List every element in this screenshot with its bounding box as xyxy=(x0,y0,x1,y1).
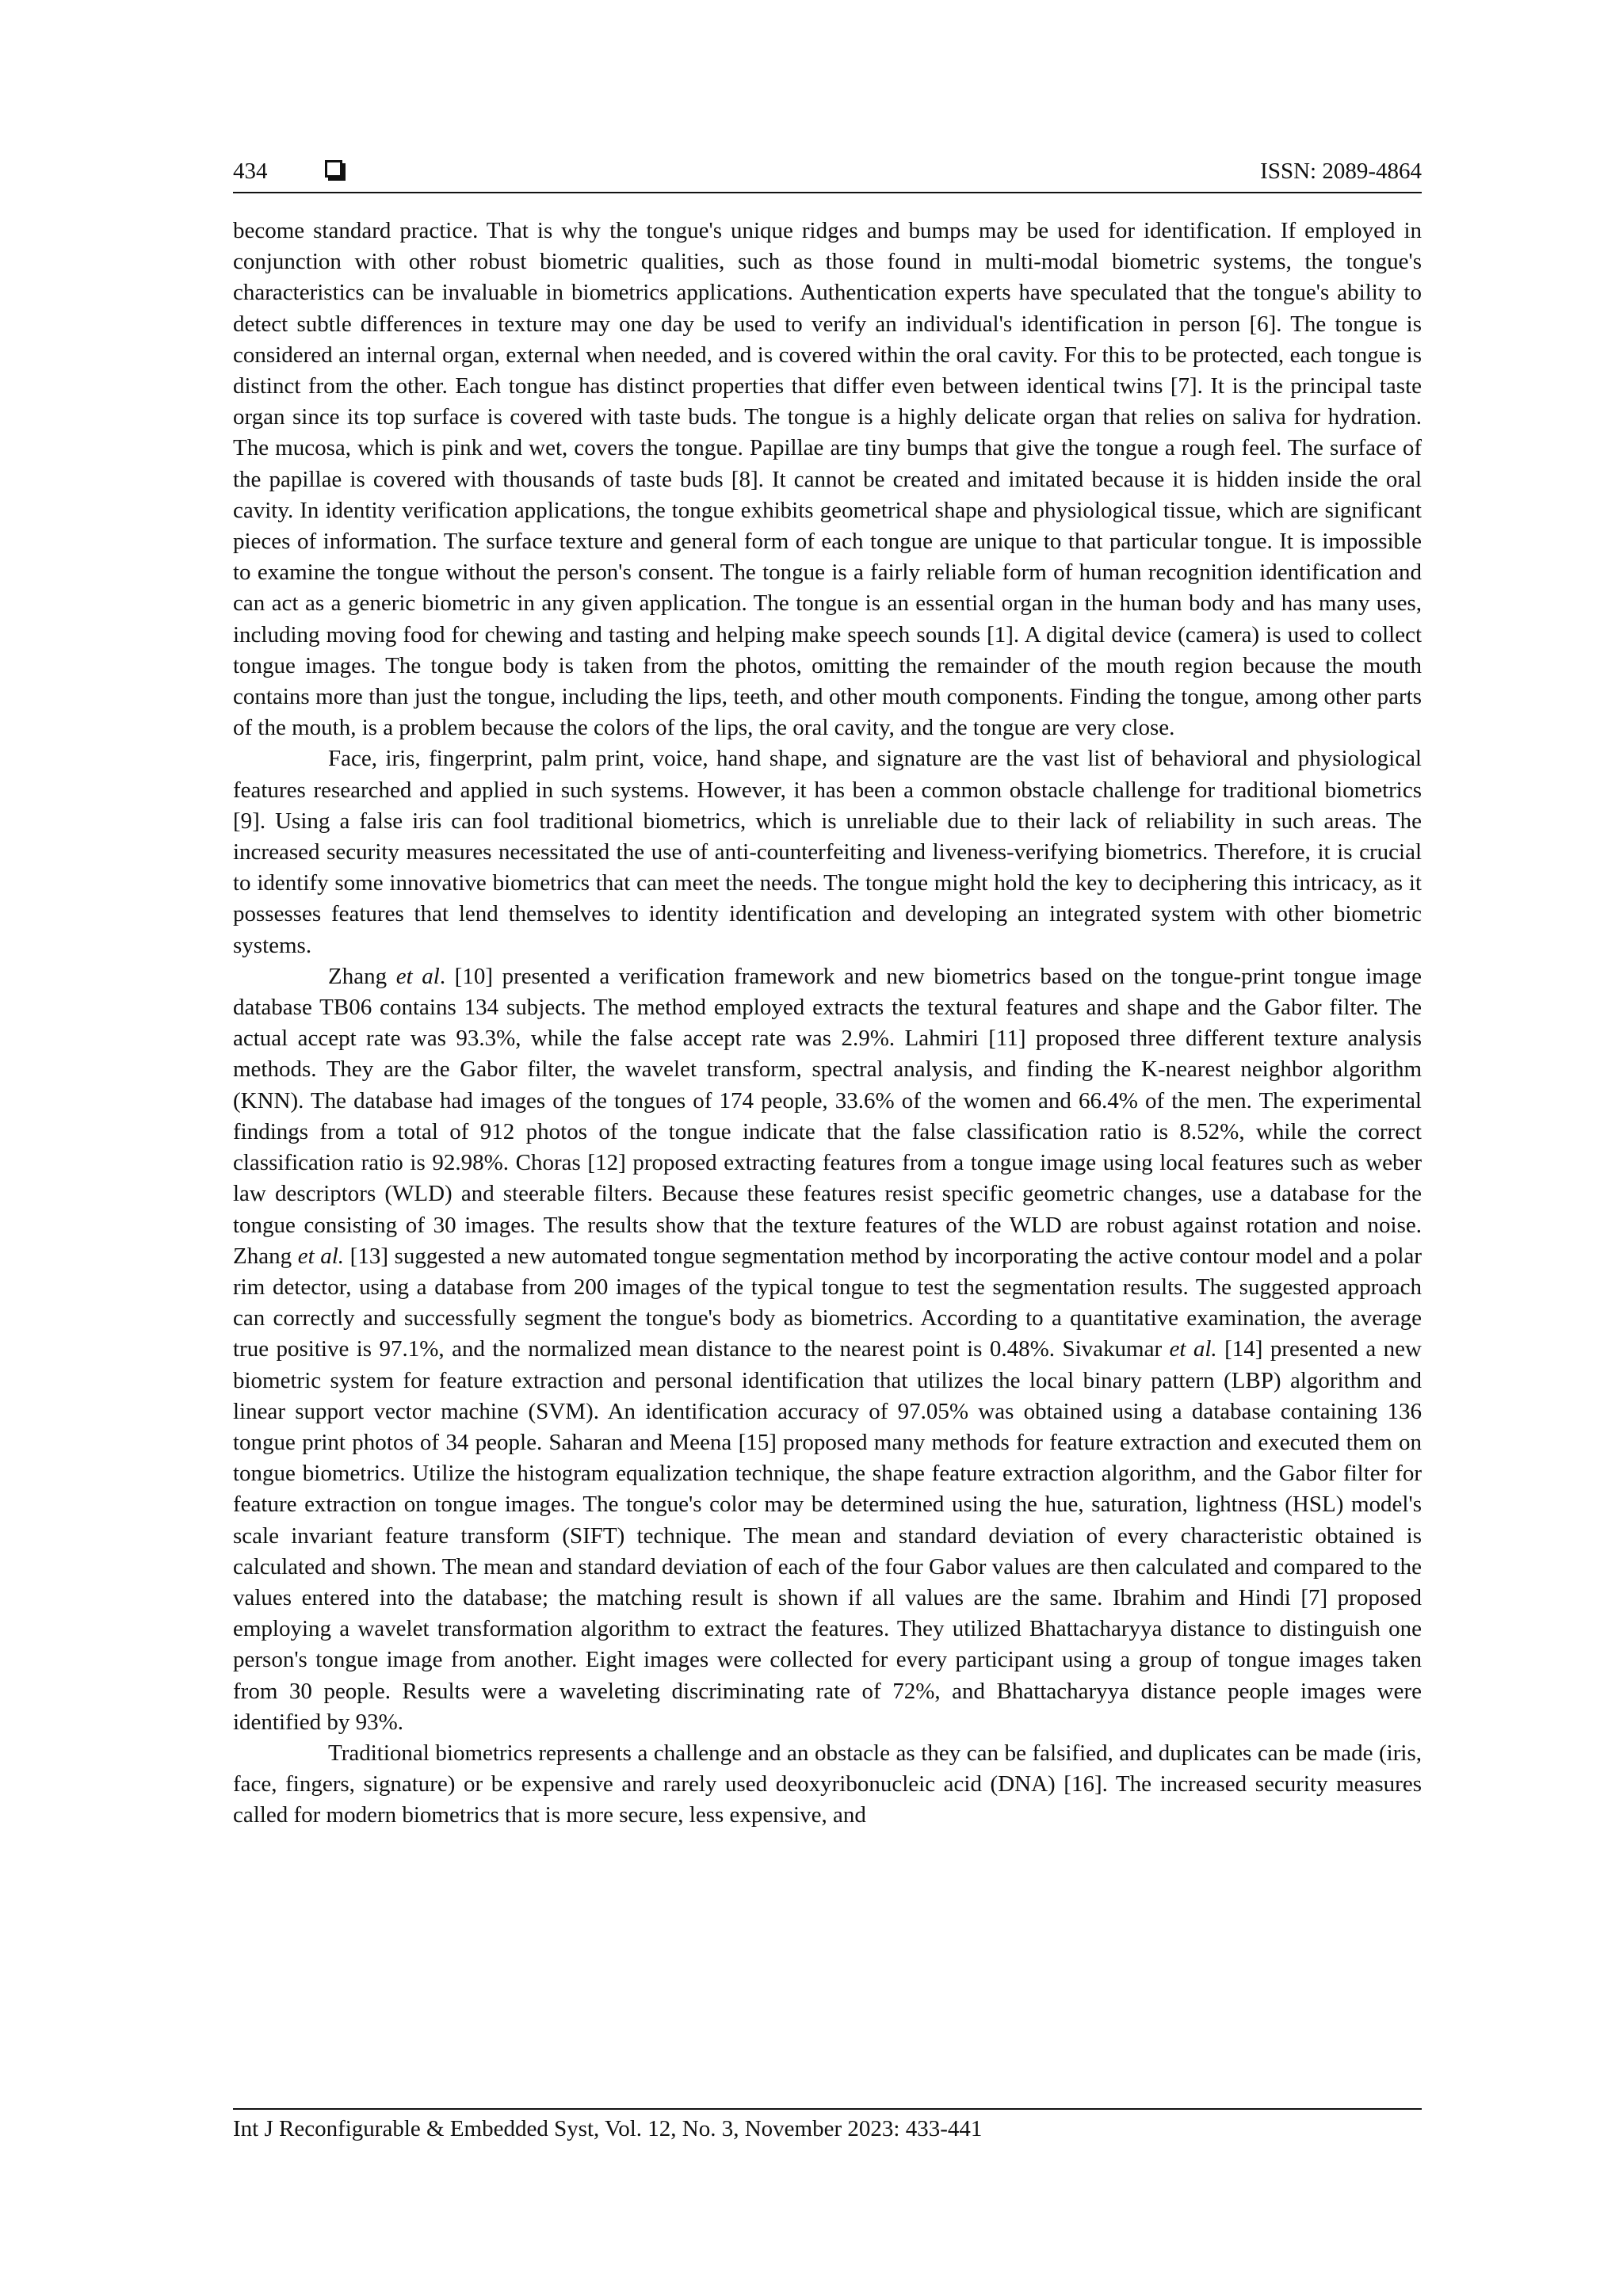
issn-label: ISSN: 2089-4864 xyxy=(1260,159,1422,184)
paragraph-text: . [10] presented a verification framework and new biometrics based on the tongue-print tongue image database TB06 contains 134 subjects. The method employed extracts the textural features and shape and the Gabor filter. The actual accept rate was 93.3%, while the false accept rate was 2.9%. Lahmiri [11] proposed three different texture analysis methods. They are the Gabor filter, the wavelet transform, spectral analysis, and finding the K-nearest neighbor algorithm (KNN). The database had images of the tongues of 174 people, 33.6% of the women and 66.4% of the men. The experimental findings from a total of 912 photos of the tongue indicate that the false classification ratio is 8.52%, while the correct classification ratio is 92.98%. Choras [12] proposed extracting features from a tongue image using local features such as weber law descriptors (WLD) and steerable filters. Because these features resist specific geometric changes, use a database for the tongue consisting of 30 images. The results show that the texture features of the WLD are robust against rotation and noise. Zhang xyxy=(233,963,1422,1269)
page-number: 434 xyxy=(233,159,268,184)
paragraph-text: Traditional biometrics represents a challenge and an obstacle as they can be falsified, and duplicates can be made (iris, face, fingers, signature) or be expensive and rarely used deoxyribonucleic acid (DNA) [16]. The increased security measures called for modern biometrics that is more secure, less expensive, and xyxy=(233,1740,1422,1828)
paragraph-text: Face, iris, fingerprint, palm print, voice, hand shape, and signature are the vast list of behavioral and physiological features researched and applied in such systems. However, it has been a common obstacle challenge for traditional biometrics [9]. Using a false iris can fool traditional biometrics, which is unreliable due to their lack of reliability in such areas. The increased security measures necessitated the use of anti-counterfeiting and liveness-verifying biometrics. Therefore, it is crucial to identify some innovative biometrics that can meet the needs. The tongue might hold the key to deciphering this intricacy, as it possesses features that lend themselves to identity identification and developing an integrated system with other biometric systems. xyxy=(233,746,1422,958)
italic-text: et al. xyxy=(1169,1336,1217,1362)
paragraph xyxy=(233,1738,1422,1832)
header-divider xyxy=(233,192,1422,193)
paragraph-text: [14] presented a new biometric system for feature extraction and personal identification that utilizes the local binary pattern (LBP) algorithm and linear support vector machine (SVM). An identification accuracy of 97.05% was obtained using a database containing 136 tongue print photos of 34 people. Saharan and Meena [15] proposed many methods for feature extraction and executed them on tongue biometrics. Utilize the histogram equalization technique, the shape feature extraction algorithm, and the Gabor filter for feature extraction on tongue images. The tongue's color may be determined using the hue, saturation, lightness (HSL) model's scale invariant feature transform (SIFT) technique. The mean and standard deviation of every characteristic obtained is calculated and shown. The mean and standard deviation of each of the four Gabor values are then calculated and compared to the values entered into the database; the matching result is shown if all values are the same. Ibrahim and Hindi [7] proposed employing a wavelet transformation algorithm to extract the features. They utilized Bhattacharyya distance to distinguish one person's tongue image from another. Eight images were collected for every participant using a group of tongue images taken from 30 people. Results were a waveleting discriminating rate of 72%, and Bhattacharyya distance people images were identified by 93%. xyxy=(233,1336,1422,1735)
footer-divider xyxy=(233,2108,1422,2110)
checkbox-icon xyxy=(325,160,342,178)
italic-text: et al. xyxy=(297,1243,345,1269)
page-footer: Int J Reconfigurable & Embedded Syst, Vol. 12, No. 3, November 2023: 433-441 xyxy=(233,2116,983,2141)
body-text xyxy=(233,216,1422,1832)
paragraph-text: become standard practice. That is why the tongue's unique ridges and bumps may be used for identification. If employed in conjunction with other robust biometric qualities, such as those found in multi-modal biometric systems, the tongue's characteristics can be invaluable in biometrics applications. Authentication experts have speculated that the tongue's ability to detect subtle differences in texture may one day be used to verify an individual's identification in person [6]. The tongue is considered an internal organ, external when needed, and is covered within the oral cavity. For this to be protected, each tongue is distinct from the other. Each tongue has distinct properties that differ even between identical twins [7]. It is the principal taste organ since its top surface is covered with taste buds. The tongue is a highly delicate organ that relies on saliva for hydration. The mucosa, which is pink and wet, covers the tongue. Papillae are tiny bumps that give the tongue a rough feel. The surface of the papillae is covered with thousands of taste buds [8]. It cannot be created and imitated because it is hidden inside the oral cavity. In identity verification applications, the tongue exhibits geometrical shape and physiological tissue, which are significant pieces of information. The surface texture and general form of each tongue are unique to that particular tongue. It is impossible to examine the tongue without the person's consent. The tongue is a fairly reliable form of human recognition identification and can act as a generic biometric in any given application. The tongue is an essential organ in the human body and has many uses, including moving food for chewing and tasting and helping make speech sounds [1]. A digital device (camera) is used to collect tongue images. The tongue body is taken from the photos, omitting the remainder of the mouth region because the mouth contains more than just the tongue, including the lips, teeth, and other mouth components. Finding the tongue, among other parts of the mouth, is a problem because the colors of the lips, the oral cavity, and the tongue are very close. xyxy=(233,218,1422,741)
paragraph-text: [13] suggested a new automated tongue segmentation method by incorporating the active contour model and a polar rim detector, using a database from 200 images of the typical tongue to test the segmentation results. The suggested approach can correctly and successfully segment the tongue's body as biometrics. According to a quantitative examination, the average true positive is 97.1%, and the normalized mean distance to the nearest point is 0.48%. Sivakumar xyxy=(233,1243,1422,1362)
paragraph xyxy=(233,216,1422,743)
paragraph-text: Zhang xyxy=(328,963,396,989)
paragraph xyxy=(233,743,1422,961)
italic-text: et al xyxy=(395,963,440,989)
page-header xyxy=(233,155,1422,195)
paragraph xyxy=(233,961,1422,1738)
